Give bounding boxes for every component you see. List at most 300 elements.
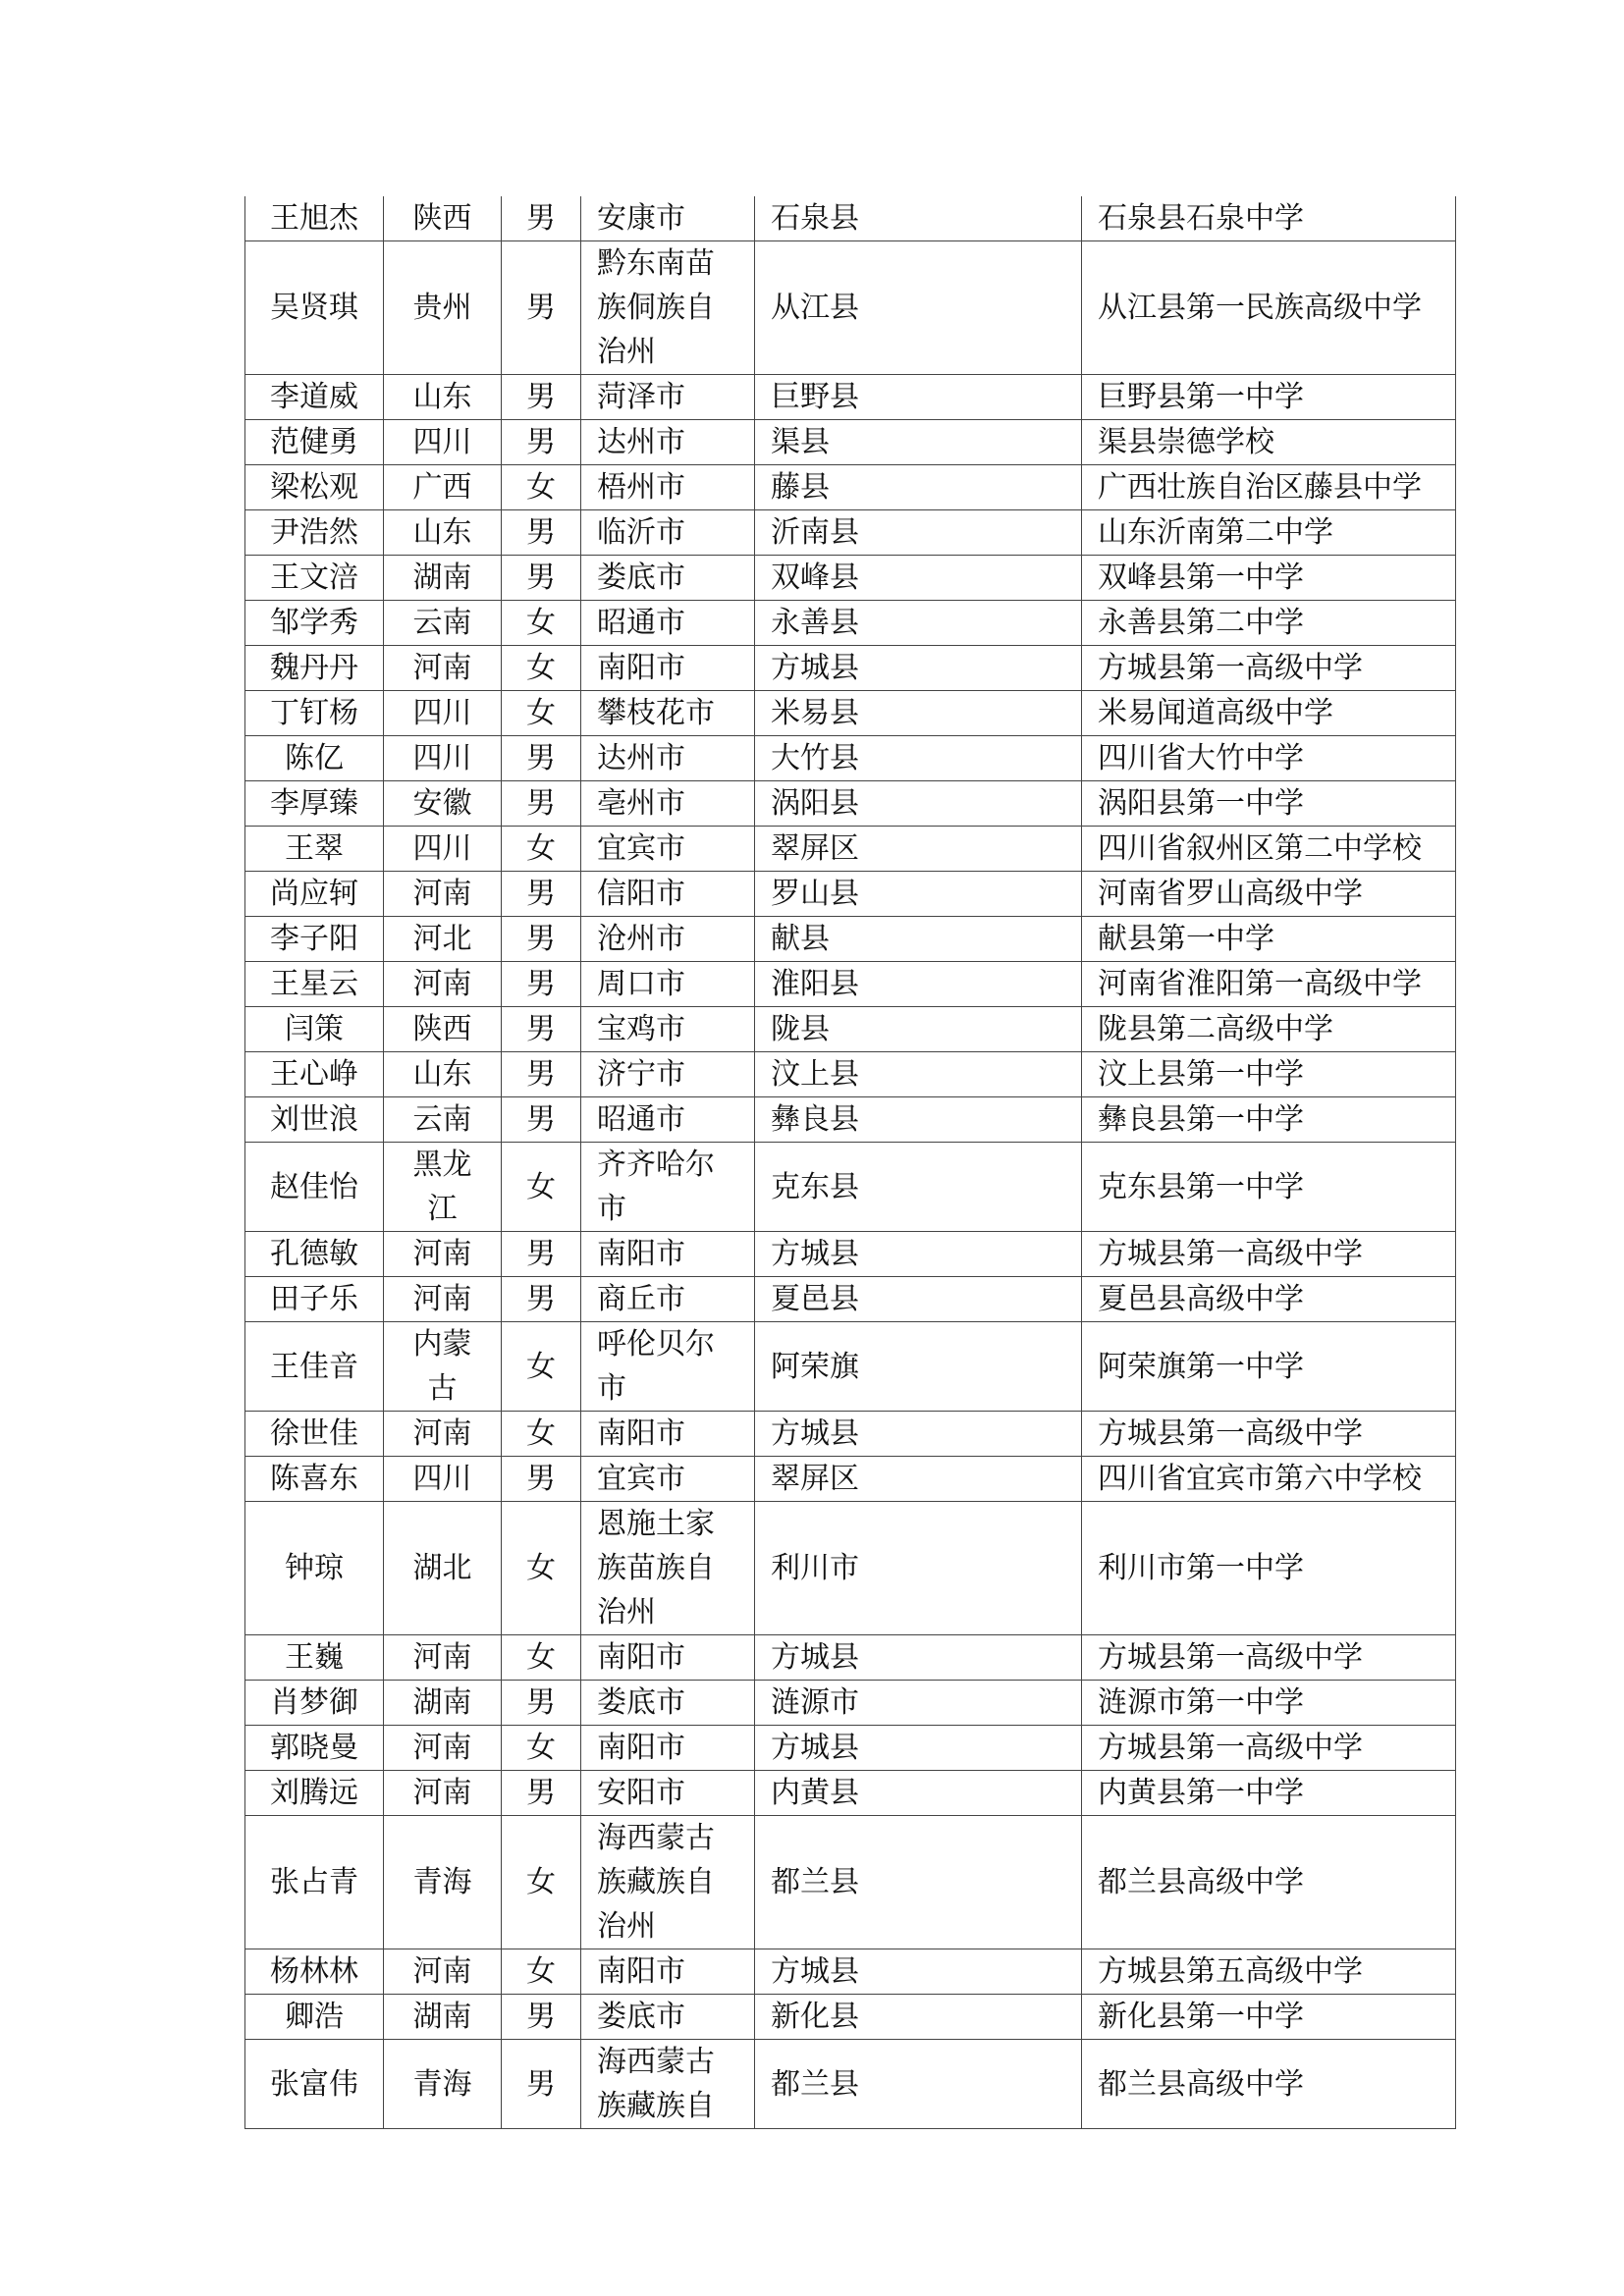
- cell-gender: [502, 465, 581, 510]
- cell-province-text: 山东: [412, 515, 472, 550]
- table-row: [245, 1412, 1456, 1457]
- cell-county: [755, 1457, 1082, 1502]
- cell-gender-text: 女: [526, 1954, 556, 1989]
- table-row: [245, 1143, 1456, 1232]
- cell-school-text: 涟源市第一中学: [1098, 1685, 1304, 1720]
- cell-province: [384, 375, 502, 420]
- cell-city: [581, 646, 755, 691]
- cell-name: [245, 510, 384, 556]
- cell-province-text: 青海: [412, 1865, 472, 1899]
- cell-school-text: 广西壮族自治区藤县中学: [1098, 470, 1422, 505]
- cell-name-text: 杨林林: [270, 1954, 358, 1989]
- cell-county: [755, 1635, 1082, 1681]
- cell-school: [1082, 241, 1456, 375]
- cell-province: [384, 1412, 502, 1457]
- cell-name: [245, 420, 384, 465]
- table-row: [245, 781, 1456, 827]
- cell-school: [1082, 1007, 1456, 1052]
- cell-school-text: 四川省大竹中学: [1098, 741, 1304, 775]
- cell-gender: [502, 1457, 581, 1502]
- cell-gender-text: 男: [526, 1237, 556, 1271]
- cell-county-text: 方城县: [771, 1640, 859, 1675]
- cell-name: [245, 375, 384, 420]
- cell-city: [581, 1412, 755, 1457]
- cell-city: [581, 1502, 755, 1635]
- cell-county: [755, 2040, 1082, 2129]
- cell-city: [581, 1681, 755, 1726]
- cell-school: [1082, 781, 1456, 827]
- cell-gender-text: 女: [526, 831, 556, 866]
- cell-name: [245, 601, 384, 646]
- cell-county-text: 方城县: [771, 1416, 859, 1451]
- cell-province: [384, 1816, 502, 1949]
- cell-gender-text: 女: [526, 606, 556, 640]
- cell-city-text: 海西蒙古 族藏族自 治州: [597, 1821, 715, 1944]
- cell-school-text: 陇县第二高级中学: [1098, 1012, 1333, 1046]
- cell-city: [581, 1726, 755, 1771]
- cell-gender: [502, 241, 581, 375]
- cell-name: [245, 196, 384, 241]
- cell-gender: [502, 1052, 581, 1097]
- cell-city-text: 黔东南苗 族侗族自 治州: [597, 246, 715, 369]
- cell-gender: [502, 917, 581, 962]
- cell-name: [245, 465, 384, 510]
- cell-city-text: 达州市: [597, 741, 685, 775]
- cell-gender-text: 男: [526, 380, 556, 414]
- table-row: [245, 196, 1456, 241]
- cell-county-text: 彝良县: [771, 1102, 859, 1137]
- cell-province: [384, 1771, 502, 1816]
- cell-school-text: 双峰县第一中学: [1098, 561, 1304, 595]
- cell-province-text: 四川: [412, 831, 472, 866]
- cell-name-text: 李子阳: [270, 922, 358, 956]
- cell-province: [384, 1457, 502, 1502]
- cell-county-text: 涡阳县: [771, 786, 859, 821]
- cell-province-text: 河南: [412, 1282, 472, 1316]
- cell-city: [581, 1995, 755, 2040]
- cell-county: [755, 1771, 1082, 1816]
- cell-name-text: 邹学秀: [270, 606, 358, 640]
- cell-city: [581, 1097, 755, 1143]
- cell-school: [1082, 420, 1456, 465]
- student-table-body: [245, 196, 1456, 2129]
- cell-name-text: 赵佳怡: [270, 1169, 358, 1204]
- cell-province-text: 内蒙 古: [412, 1327, 472, 1406]
- cell-gender-text: 男: [526, 2066, 556, 2102]
- table-row: [245, 241, 1456, 375]
- cell-school: [1082, 872, 1456, 917]
- cell-gender: [502, 646, 581, 691]
- cell-school: [1082, 1457, 1456, 1502]
- cell-gender: [502, 1322, 581, 1412]
- cell-gender-text: 女: [526, 1640, 556, 1675]
- cell-school: [1082, 962, 1456, 1007]
- table-row: [245, 556, 1456, 601]
- cell-county: [755, 1726, 1082, 1771]
- cell-county: [755, 1502, 1082, 1635]
- table-row: [245, 736, 1456, 781]
- table-row: [245, 1502, 1456, 1635]
- cell-gender-text: 女: [526, 1169, 556, 1204]
- cell-name-text: 王巍: [285, 1640, 344, 1675]
- cell-province: [384, 510, 502, 556]
- cell-county-text: 方城县: [771, 1954, 859, 1989]
- cell-school-text: 汶上县第一中学: [1098, 1057, 1304, 1092]
- cell-county-text: 淮阳县: [771, 967, 859, 1001]
- cell-name: [245, 1322, 384, 1412]
- cell-county-text: 方城县: [771, 1237, 859, 1271]
- cell-province: [384, 1635, 502, 1681]
- cell-gender: [502, 1816, 581, 1949]
- cell-school: [1082, 827, 1456, 872]
- cell-school: [1082, 375, 1456, 420]
- cell-name: [245, 781, 384, 827]
- cell-province-text: 河南: [412, 1640, 472, 1675]
- cell-gender-text: 女: [526, 1865, 556, 1899]
- cell-province: [384, 1052, 502, 1097]
- cell-county-text: 夏邑县: [771, 1282, 859, 1316]
- cell-province-text: 青海: [412, 2066, 472, 2102]
- cell-county-text: 沂南县: [771, 515, 859, 550]
- cell-name-text: 钟琼: [285, 1551, 344, 1585]
- cell-county-text: 方城县: [771, 1731, 859, 1765]
- cell-province: [384, 1322, 502, 1412]
- cell-province: [384, 781, 502, 827]
- cell-gender-text: 男: [526, 877, 556, 911]
- cell-county-text: 涟源市: [771, 1685, 859, 1720]
- cell-city-text: 宝鸡市: [597, 1012, 685, 1046]
- cell-name: [245, 1052, 384, 1097]
- cell-school-text: 方城县第一高级中学: [1098, 651, 1363, 685]
- table-row: [245, 872, 1456, 917]
- cell-school: [1082, 646, 1456, 691]
- cell-school: [1082, 1681, 1456, 1726]
- cell-school-text: 都兰县高级中学: [1098, 2066, 1304, 2102]
- cell-school: [1082, 1277, 1456, 1322]
- cell-school: [1082, 601, 1456, 646]
- cell-city: [581, 1457, 755, 1502]
- cell-school-text: 石泉县石泉中学: [1098, 201, 1304, 236]
- cell-city: [581, 872, 755, 917]
- cell-school-text: 方城县第一高级中学: [1098, 1416, 1363, 1451]
- cell-gender-text: 男: [526, 561, 556, 595]
- cell-gender-text: 女: [526, 470, 556, 505]
- cell-city-text: 南阳市: [597, 1416, 685, 1451]
- cell-city-text: 娄底市: [597, 2000, 685, 2034]
- cell-province-text: 河南: [412, 1776, 472, 1810]
- table-row: [245, 375, 1456, 420]
- cell-school: [1082, 1816, 1456, 1949]
- cell-province: [384, 646, 502, 691]
- cell-county-text: 石泉县: [771, 201, 859, 236]
- cell-province-text: 云南: [412, 606, 472, 640]
- cell-school-text: 方城县第一高级中学: [1098, 1731, 1363, 1765]
- cell-name-text: 徐世佳: [270, 1416, 358, 1451]
- table-row: [245, 917, 1456, 962]
- cell-city: [581, 1232, 755, 1277]
- table-row: [245, 1322, 1456, 1412]
- cell-name: [245, 1007, 384, 1052]
- cell-county-text: 渠县: [771, 425, 830, 459]
- cell-city-text: 南阳市: [597, 1237, 685, 1271]
- cell-province-text: 湖南: [412, 561, 472, 595]
- cell-province: [384, 1007, 502, 1052]
- cell-province: [384, 827, 502, 872]
- cell-province: [384, 1097, 502, 1143]
- cell-city-text: 恩施土家 族苗族自 治州: [597, 1507, 715, 1629]
- cell-county-text: 罗山县: [771, 877, 859, 911]
- cell-province: [384, 196, 502, 241]
- cell-city: [581, 736, 755, 781]
- cell-county-text: 方城县: [771, 651, 859, 685]
- cell-gender: [502, 1681, 581, 1726]
- cell-province-text: 山东: [412, 1057, 472, 1092]
- cell-name-text: 李道威: [270, 380, 358, 414]
- cell-city: [581, 1771, 755, 1816]
- cell-city-text: 沧州市: [597, 922, 685, 956]
- cell-gender-text: 女: [526, 1416, 556, 1451]
- cell-gender: [502, 196, 581, 241]
- cell-province: [384, 872, 502, 917]
- table-row: [245, 962, 1456, 1007]
- cell-school: [1082, 556, 1456, 601]
- table-row: [245, 646, 1456, 691]
- cell-province-text: 四川: [412, 1462, 472, 1496]
- cell-school-text: 永善县第二中学: [1098, 606, 1304, 640]
- cell-name: [245, 962, 384, 1007]
- cell-province-text: 湖南: [412, 1685, 472, 1720]
- cell-school-text: 河南省淮阳第一高级中学: [1098, 967, 1422, 1001]
- cell-county: [755, 917, 1082, 962]
- cell-school: [1082, 1995, 1456, 2040]
- cell-county: [755, 1322, 1082, 1412]
- cell-county-text: 内黄县: [771, 1776, 859, 1810]
- cell-name: [245, 2040, 384, 2129]
- table-row: [245, 420, 1456, 465]
- cell-school: [1082, 917, 1456, 962]
- cell-name: [245, 1232, 384, 1277]
- table-row: [245, 1457, 1456, 1502]
- student-table: [244, 196, 1456, 2129]
- cell-gender: [502, 510, 581, 556]
- cell-city-text: 达州市: [597, 425, 685, 459]
- cell-school: [1082, 691, 1456, 736]
- cell-name: [245, 736, 384, 781]
- cell-province: [384, 1681, 502, 1726]
- cell-county-text: 翠屏区: [771, 831, 859, 866]
- cell-gender: [502, 827, 581, 872]
- cell-name-text: 吴贤琪: [270, 291, 358, 325]
- cell-province-text: 河南: [412, 1416, 472, 1451]
- cell-county: [755, 1816, 1082, 1949]
- cell-city-text: 娄底市: [597, 561, 685, 595]
- cell-county: [755, 465, 1082, 510]
- table-row: [245, 1995, 1456, 2040]
- cell-province: [384, 1502, 502, 1635]
- cell-school-text: 山东沂南第二中学: [1098, 515, 1333, 550]
- cell-province-text: 河南: [412, 1731, 472, 1765]
- cell-county: [755, 1681, 1082, 1726]
- cell-county-text: 陇县: [771, 1012, 830, 1046]
- cell-name: [245, 1995, 384, 2040]
- cell-city-text: 齐齐哈尔 市: [597, 1148, 715, 1226]
- cell-gender-text: 男: [526, 922, 556, 956]
- cell-name-text: 范健勇: [270, 425, 358, 459]
- cell-gender-text: 男: [526, 1462, 556, 1496]
- cell-name-text: 陈亿: [285, 741, 344, 775]
- cell-county-text: 阿荣旗: [771, 1349, 859, 1384]
- cell-name-text: 王翠: [285, 831, 344, 866]
- student-table-page: [244, 196, 1455, 2129]
- cell-county: [755, 827, 1082, 872]
- cell-name-text: 张富伟: [270, 2066, 358, 2102]
- cell-name-text: 魏丹丹: [270, 651, 358, 685]
- cell-province: [384, 2040, 502, 2129]
- cell-city-text: 昭通市: [597, 1102, 685, 1137]
- cell-name: [245, 691, 384, 736]
- cell-school: [1082, 1635, 1456, 1681]
- table-row: [245, 1052, 1456, 1097]
- cell-city: [581, 1143, 755, 1232]
- cell-gender-text: 男: [526, 201, 556, 236]
- table-row: [245, 1635, 1456, 1681]
- cell-city: [581, 1949, 755, 1995]
- cell-gender-text: 男: [526, 425, 556, 459]
- cell-province-text: 山东: [412, 380, 472, 414]
- cell-province-text: 陕西: [412, 201, 472, 236]
- cell-school-text: 涡阳县第一中学: [1098, 786, 1304, 821]
- cell-province: [384, 1726, 502, 1771]
- cell-gender: [502, 1143, 581, 1232]
- cell-province-text: 云南: [412, 1102, 472, 1137]
- cell-county: [755, 781, 1082, 827]
- cell-province-text: 河南: [412, 877, 472, 911]
- cell-province: [384, 917, 502, 962]
- cell-city-text: 商丘市: [597, 1282, 685, 1316]
- cell-gender-text: 男: [526, 1057, 556, 1092]
- cell-city: [581, 465, 755, 510]
- table-row: [245, 691, 1456, 736]
- cell-province-text: 河南: [412, 651, 472, 685]
- cell-gender: [502, 1995, 581, 2040]
- cell-name-text: 陈喜东: [270, 1462, 358, 1496]
- table-row: [245, 601, 1456, 646]
- table-row: [245, 1681, 1456, 1726]
- cell-name-text: 王心峥: [270, 1057, 358, 1092]
- cell-name-text: 卿浩: [285, 2000, 344, 2034]
- cell-province: [384, 241, 502, 375]
- cell-name: [245, 1681, 384, 1726]
- cell-city: [581, 375, 755, 420]
- cell-city: [581, 601, 755, 646]
- cell-school: [1082, 196, 1456, 241]
- cell-school-text: 米易闻道高级中学: [1098, 696, 1333, 730]
- cell-name: [245, 917, 384, 962]
- cell-name-text: 田子乐: [270, 1282, 358, 1316]
- cell-gender-text: 男: [526, 1102, 556, 1137]
- cell-gender: [502, 375, 581, 420]
- cell-city: [581, 962, 755, 1007]
- cell-province: [384, 1277, 502, 1322]
- cell-name: [245, 1502, 384, 1635]
- cell-school: [1082, 1771, 1456, 1816]
- cell-name-text: 尚应轲: [270, 877, 358, 911]
- cell-province-text: 湖北: [412, 1551, 472, 1585]
- table-row: [245, 1097, 1456, 1143]
- cell-county-text: 汶上县: [771, 1057, 859, 1092]
- cell-county-text: 永善县: [771, 606, 859, 640]
- cell-city: [581, 420, 755, 465]
- cell-province-text: 四川: [412, 741, 472, 775]
- cell-province-text: 广西: [412, 470, 472, 505]
- cell-name: [245, 646, 384, 691]
- cell-name-text: 王佳音: [270, 1349, 358, 1384]
- cell-city: [581, 917, 755, 962]
- cell-county: [755, 691, 1082, 736]
- cell-school-text: 献县第一中学: [1098, 922, 1274, 956]
- cell-city: [581, 1052, 755, 1097]
- cell-province: [384, 420, 502, 465]
- cell-city: [581, 556, 755, 601]
- cell-city-text: 梧州市: [597, 470, 685, 505]
- cell-county: [755, 241, 1082, 375]
- cell-city-text: 南阳市: [597, 1731, 685, 1765]
- cell-city-text: 昭通市: [597, 606, 685, 640]
- cell-school: [1082, 1232, 1456, 1277]
- cell-school: [1082, 1726, 1456, 1771]
- cell-province: [384, 1949, 502, 1995]
- cell-school: [1082, 465, 1456, 510]
- cell-gender: [502, 1277, 581, 1322]
- cell-province-text: 河南: [412, 967, 472, 1001]
- cell-province: [384, 601, 502, 646]
- cell-city-text: 菏泽市: [597, 380, 685, 414]
- cell-name-text: 郭晓曼: [270, 1731, 358, 1765]
- cell-province: [384, 1143, 502, 1232]
- cell-county: [755, 1052, 1082, 1097]
- cell-province-text: 陕西: [412, 1012, 472, 1046]
- cell-gender: [502, 1412, 581, 1457]
- cell-county: [755, 1412, 1082, 1457]
- cell-city-text: 安康市: [597, 201, 685, 236]
- cell-gender: [502, 1949, 581, 1995]
- cell-name-text: 张占青: [270, 1865, 358, 1899]
- cell-school: [1082, 1097, 1456, 1143]
- cell-county: [755, 1277, 1082, 1322]
- table-row: [245, 2040, 1456, 2129]
- cell-county-text: 从江县: [771, 291, 859, 325]
- cell-school: [1082, 2040, 1456, 2129]
- cell-county-text: 米易县: [771, 696, 859, 730]
- cell-name: [245, 1816, 384, 1949]
- table-row: [245, 510, 1456, 556]
- cell-school-text: 四川省宜宾市第六中学校: [1098, 1462, 1422, 1496]
- cell-gender-text: 男: [526, 1685, 556, 1720]
- cell-province-text: 四川: [412, 696, 472, 730]
- cell-city: [581, 691, 755, 736]
- cell-county: [755, 646, 1082, 691]
- cell-province: [384, 736, 502, 781]
- table-row: [245, 1232, 1456, 1277]
- cell-city: [581, 1635, 755, 1681]
- cell-gender-text: 男: [526, 741, 556, 775]
- cell-school: [1082, 1502, 1456, 1635]
- cell-city: [581, 241, 755, 375]
- cell-school-text: 四川省叙州区第二中学校: [1098, 831, 1422, 866]
- cell-city-text: 海西蒙古 族藏族自: [597, 2045, 715, 2123]
- cell-gender: [502, 1502, 581, 1635]
- table-row: [245, 1771, 1456, 1816]
